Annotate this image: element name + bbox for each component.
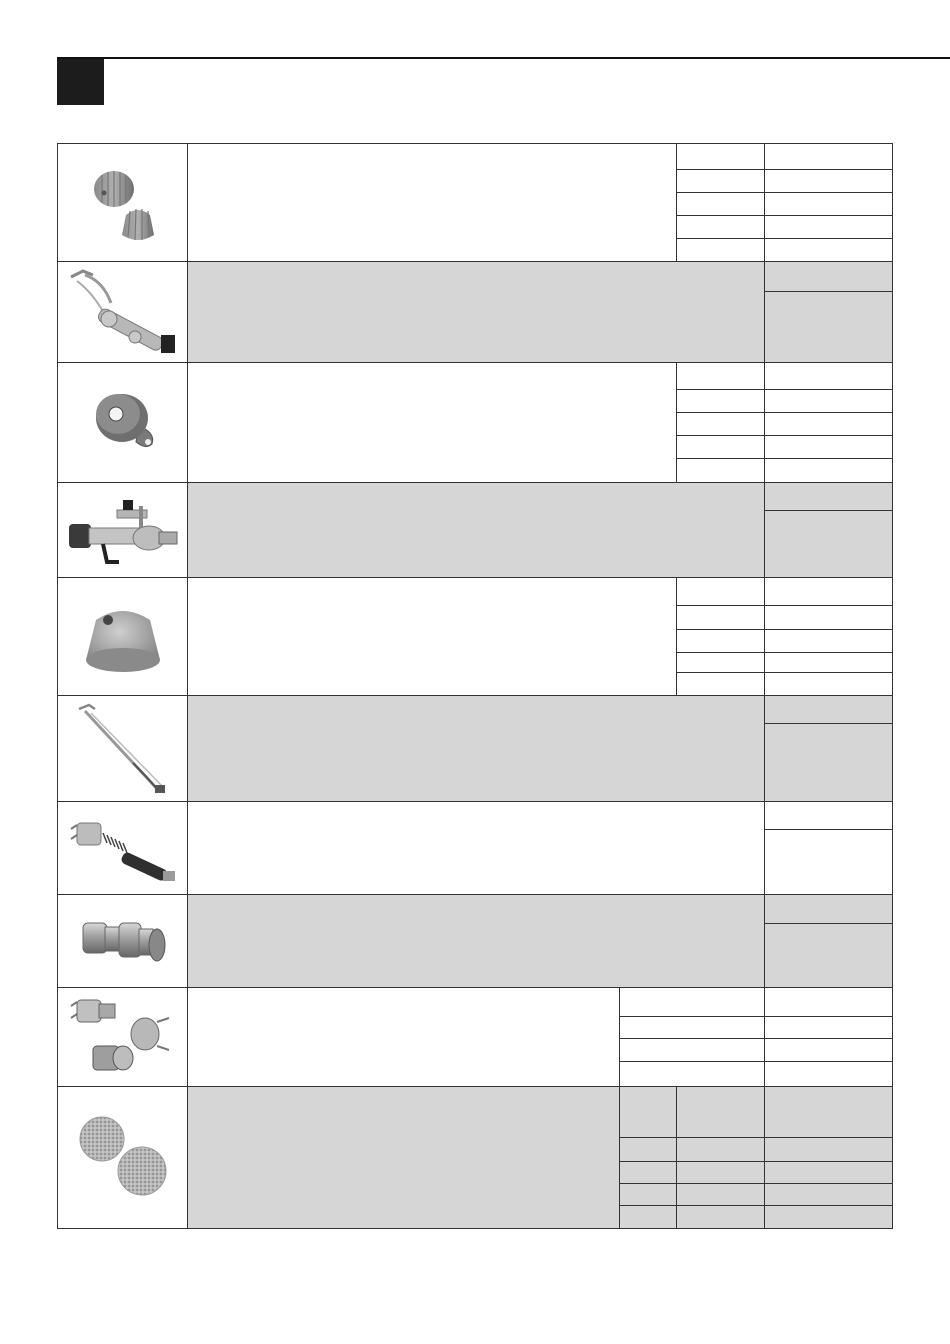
product-description xyxy=(188,363,676,482)
spec-cell xyxy=(764,629,892,652)
spec-cell xyxy=(676,412,764,435)
spec-cell xyxy=(764,802,892,829)
quick-couplings-image xyxy=(58,988,188,1086)
spec-cell xyxy=(764,458,892,482)
product-row-2 xyxy=(57,261,893,363)
product-description xyxy=(188,1087,619,1228)
spec-cell xyxy=(619,1205,676,1228)
product-description xyxy=(188,262,764,362)
spec-cell xyxy=(676,238,764,261)
spec-cell xyxy=(676,458,764,482)
spec-cell xyxy=(764,262,892,291)
product-description xyxy=(188,895,764,987)
flanged-nozzle-cap-image xyxy=(58,363,188,482)
spec-cell xyxy=(676,144,764,169)
product-spec-table xyxy=(676,578,892,695)
sponge-balls-image xyxy=(58,1087,188,1228)
product-row-7 xyxy=(57,801,893,895)
spec-cell xyxy=(764,412,892,435)
spec-cell xyxy=(676,1087,764,1137)
spec-cell xyxy=(764,988,892,1016)
spec-cell xyxy=(764,1137,892,1161)
product-row-1 xyxy=(57,143,893,262)
spec-cell xyxy=(676,672,764,695)
spec-cell xyxy=(764,578,892,605)
product-row-5 xyxy=(57,577,893,696)
valve-nozzle-assembly-image xyxy=(58,483,188,577)
spec-cell xyxy=(764,215,892,238)
spec-cell xyxy=(764,144,892,169)
spec-cell xyxy=(764,829,892,894)
spec-cell xyxy=(764,1016,892,1038)
spec-cell xyxy=(676,652,764,672)
spec-cell xyxy=(619,1061,764,1086)
product-spec-table xyxy=(619,988,892,1086)
product-spec-table xyxy=(676,144,892,261)
spec-cell xyxy=(764,389,892,412)
product-spec-table xyxy=(619,1087,892,1228)
spec-cell xyxy=(676,1205,764,1228)
spec-cell xyxy=(764,238,892,261)
spec-cell xyxy=(676,192,764,215)
spec-cell xyxy=(764,363,892,389)
product-spec-table xyxy=(764,483,892,577)
spec-cell xyxy=(764,291,892,362)
rubber-nozzle-tips-image xyxy=(58,144,188,261)
spec-cell xyxy=(764,1161,892,1183)
spec-cell xyxy=(676,389,764,412)
spec-cell xyxy=(619,1137,676,1161)
spec-cell xyxy=(764,672,892,695)
spec-cell xyxy=(676,169,764,192)
spec-cell xyxy=(676,215,764,238)
spec-cell xyxy=(764,895,892,923)
spec-cell xyxy=(676,578,764,605)
hose-coupling-spring-image xyxy=(58,802,188,894)
spec-cell xyxy=(764,1038,892,1061)
long-lance-gun-image xyxy=(58,696,188,801)
spec-cell xyxy=(619,1038,764,1061)
spec-cell xyxy=(764,1061,892,1086)
product-row-8 xyxy=(57,894,893,988)
spec-cell xyxy=(764,169,892,192)
spec-cell xyxy=(619,1161,676,1183)
product-row-3 xyxy=(57,362,893,483)
section-marker-block xyxy=(57,59,104,105)
spec-cell xyxy=(676,629,764,652)
spec-cell xyxy=(764,1183,892,1205)
spec-cell xyxy=(764,696,892,723)
conical-nozzle-image xyxy=(58,578,188,695)
spec-cell xyxy=(676,605,764,629)
spec-cell xyxy=(676,1183,764,1205)
product-row-6 xyxy=(57,695,893,802)
spec-cell xyxy=(764,605,892,629)
product-description xyxy=(188,483,764,577)
product-description xyxy=(188,802,764,894)
spec-cell xyxy=(619,1016,764,1038)
product-row-4 xyxy=(57,482,893,578)
spec-cell xyxy=(764,1205,892,1228)
spec-cell xyxy=(764,483,892,510)
product-row-10 xyxy=(57,1086,893,1229)
spec-cell xyxy=(619,1087,676,1137)
spec-cell xyxy=(676,1137,764,1161)
spec-cell xyxy=(676,1161,764,1183)
product-row-9 xyxy=(57,987,893,1087)
spec-cell xyxy=(676,363,764,389)
product-spec-table xyxy=(764,895,892,987)
spec-cell xyxy=(764,723,892,801)
spec-cell xyxy=(764,923,892,987)
spray-gun-assembly-image xyxy=(58,262,188,362)
spec-cell xyxy=(764,652,892,672)
spec-cell xyxy=(764,1087,892,1137)
product-spec-table xyxy=(676,363,892,482)
product-description xyxy=(188,988,619,1086)
spec-cell xyxy=(619,988,764,1016)
product-spec-table xyxy=(764,262,892,362)
product-description xyxy=(188,144,676,261)
spec-cell xyxy=(764,192,892,215)
spec-cell xyxy=(619,1183,676,1205)
spec-cell xyxy=(764,510,892,577)
spec-cell xyxy=(676,435,764,458)
product-spec-table xyxy=(764,696,892,801)
product-description xyxy=(188,578,676,695)
spec-cell xyxy=(764,435,892,458)
product-spec-table xyxy=(764,802,892,894)
header-rule xyxy=(57,57,950,59)
reducer-adapter-image xyxy=(58,895,188,987)
product-description xyxy=(188,696,764,801)
